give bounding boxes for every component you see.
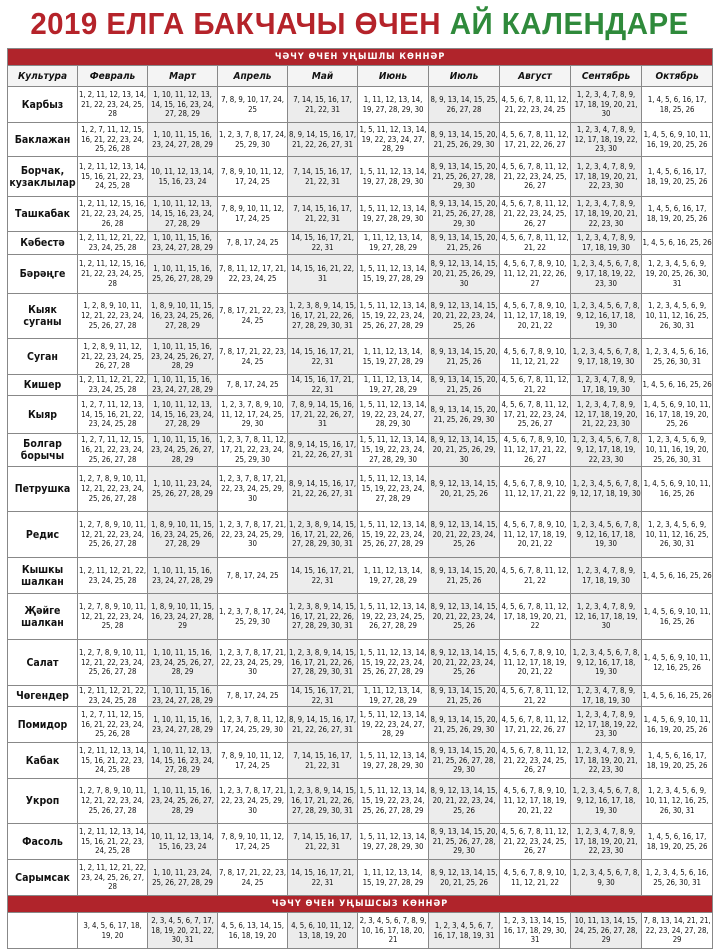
unfavorable-row	[8, 913, 713, 949]
day-list: 8, 9, 13, 14, 15, 20, 21, 25, 26, 27, 28, 29, 30	[429, 824, 500, 860]
day-list: 1, 2, 11, 12, 13, 14, 15, 16, 21, 22, 23, 24, 25, 28	[78, 157, 148, 197]
day-list: 1, 10, 11, 15, 16, 23, 24, 25, 26, 27, 28, 29	[148, 339, 218, 375]
day-list: 1, 2, 7, 11, 12, 15, 16, 21, 22, 23, 24, 25, 26, 27, 28	[78, 434, 148, 467]
day-list: 1, 2, 8, 9, 10, 11, 12, 21, 22, 23, 24, 25, 26, 27, 28	[78, 294, 148, 339]
day-list: 7, 8, 17, 21, 22, 23, 24, 25	[218, 339, 288, 375]
day-list: 1, 2, 7, 8, 9, 10, 11, 12, 21, 22, 23, 24, 25, 26, 27, 28	[78, 779, 148, 824]
day-list: 1, 8, 9, 10, 11, 15, 16, 23, 24, 27, 28, 29	[148, 594, 218, 640]
day-list: 8, 9, 13, 14, 15, 20, 21, 25, 26	[430, 686, 498, 705]
crop-name: Чөгендер	[8, 686, 78, 707]
day-list: 1, 2, 3, 4, 7, 8, 9, 17, 18, 19, 20, 21, 22, 23, 30	[571, 743, 642, 779]
day-list: 1, 2, 3, 7, 8, 17, 21, 22, 23, 24, 25, 29, 30	[218, 467, 288, 512]
day-list: 4, 5, 6, 7, 8, 11, 12, 21, 22	[500, 375, 571, 396]
day-list: 1, 10, 11, 15, 16, 23, 24, 25, 26, 27, 28, 29	[148, 640, 218, 686]
day-list: 3, 4, 5, 6, 17, 18, 19, 20	[78, 913, 148, 949]
day-list: 8, 9, 13, 14, 15, 20, 21, 25, 26, 29, 30	[429, 707, 500, 743]
day-list: 1, 5, 11, 12, 13, 14, 19, 22, 23, 24, 27, 28, 29, 30	[358, 396, 429, 434]
day-list: 1, 2, 3, 4, 5, 6, 9, 10, 11, 16, 19, 20, 25, 26, 30, 31	[642, 434, 713, 467]
day-list: 4, 5, 6, 7, 8, 9, 10, 11, 12, 17, 18, 19, 20, 21, 22	[500, 779, 571, 824]
day-list: 8, 9, 13, 14, 15, 20, 21, 25, 26	[429, 232, 500, 255]
table-row	[8, 87, 713, 123]
day-list: 1, 2, 3, 4, 5, 6, 7, 8, 9, 30	[571, 860, 642, 896]
day-list: 1, 2, 3, 4, 5, 6, 7, 8, 9, 12, 17, 18, 19, 22, 23, 30	[571, 434, 642, 467]
day-list: 1, 8, 9, 10, 11, 15, 16, 23, 24, 25, 26, 27, 28, 29	[148, 294, 218, 339]
day-list: 1, 2, 11, 12, 13, 14, 15, 16, 21, 22, 23, 24, 25, 28	[78, 743, 148, 779]
day-list: 1, 2, 7, 11, 12, 15, 16, 21, 22, 23, 24, 25, 26, 28	[78, 707, 148, 743]
day-list: 1, 2, 3, 8, 9, 14, 15, 16, 17, 21, 22, 26, 27, 28, 29, 30, 31	[288, 640, 358, 686]
day-list: 8, 9, 13, 14, 15, 20, 21, 25, 26	[429, 339, 500, 375]
day-list: 4, 5, 6, 7, 8, 11, 12, 17, 18, 19, 20, 21, 22	[500, 594, 571, 640]
table-row	[8, 779, 713, 824]
day-list: 8, 9, 13, 14, 15, 20, 21, 25, 26, 27, 28, 29, 30	[429, 157, 500, 197]
calendar-table-wrapper	[7, 48, 712, 949]
day-list: 8, 9, 12, 13, 14, 15, 20, 21, 22, 23, 24, 25, 26	[429, 640, 500, 686]
day-list: 8, 9, 14, 15, 16, 17, 21, 22, 26, 27, 31	[288, 123, 358, 157]
day-list: 8, 9, 12, 13, 14, 15, 20, 21, 22, 23, 24, 25, 26	[429, 779, 500, 824]
table-row	[8, 743, 713, 779]
day-list: 1, 5, 11, 12, 13, 14, 19, 22, 23, 24, 25, 26, 27, 28, 29	[358, 594, 429, 640]
day-list: 1, 2, 3, 4, 7, 8, 9, 17, 18, 19, 20, 21, 22, 23, 30	[571, 824, 642, 860]
day-list: 1, 5, 11, 12, 13, 14, 19, 27, 28, 29, 30	[358, 824, 429, 860]
day-list: 1, 2, 3, 4, 5, 6, 7, 8, 9, 12, 16, 17, 18, 19, 30	[571, 779, 642, 824]
day-list: 1, 2, 11, 12, 21, 22, 23, 24, 25, 26, 27, 28	[78, 860, 148, 896]
day-list: 2, 3, 4, 5, 6, 7, 17, 18, 19, 20, 21, 22, 30, 31	[148, 913, 218, 949]
day-list: 8, 9, 12, 13, 14, 15, 20, 21, 25, 26	[429, 860, 500, 896]
day-list: 1, 4, 5, 6, 9, 10, 11, 16, 25, 26	[642, 594, 713, 640]
title-part-1: 2019 ЕЛГА БАКЧАЧЫ ӨЧЕН	[30, 6, 442, 41]
day-list: 10, 11, 12, 13, 14, 15, 16, 23, 24	[148, 157, 218, 197]
day-list: 1, 4, 5, 6, 16, 17, 18, 19, 20, 25, 26	[642, 197, 713, 232]
day-list: 1, 11, 12, 13, 14, 19, 27, 28, 29, 30	[358, 87, 429, 123]
table-row	[8, 339, 713, 375]
day-list: 1, 2, 11, 12, 21, 22, 23, 24, 25, 28	[78, 558, 148, 594]
day-list: 7, 8, 17, 21, 22, 23, 24, 25	[218, 294, 288, 339]
day-list: 1, 11, 12, 13, 14, 19, 27, 28, 29	[358, 375, 429, 396]
crop-name: Болгар борычы	[8, 434, 78, 467]
day-list: 1, 10, 11, 12, 13, 14, 15, 16, 23, 24, 27, 28, 29	[148, 197, 218, 232]
table-row	[8, 123, 713, 157]
day-list: 4, 5, 6, 7, 8, 11, 12, 21, 22	[500, 686, 571, 707]
column-header: Апрель	[218, 66, 288, 87]
table-row	[8, 396, 713, 434]
day-list: 8, 9, 13, 14, 15, 20, 21, 25, 26	[430, 375, 498, 394]
crop-name: Баклажан	[8, 123, 78, 157]
crop-name: Петрушка	[8, 467, 78, 512]
day-list: 4, 5, 6, 13, 14, 15, 16, 18, 19, 20	[218, 913, 288, 949]
day-list: 8, 9, 13, 14, 15, 20, 21, 25, 26, 27, 28, 29, 30	[429, 743, 500, 779]
column-header: Культура	[8, 66, 78, 87]
day-list: 7, 14, 15, 16, 17, 21, 22, 31	[288, 157, 358, 197]
day-list: 1, 2, 7, 8, 9, 10, 11, 12, 21, 22, 23, 24, 25, 26, 27, 28	[78, 512, 148, 558]
day-list: 1, 10, 11, 15, 16, 23, 24, 27, 28, 29	[148, 375, 218, 396]
unfavorable-banner: ЧӘЧҮ ӨЧЕН УҢЫШСЫЗ КӨННӘР	[8, 896, 713, 913]
day-list: 7, 8, 17, 21, 22, 23, 24, 25	[218, 860, 288, 896]
day-list: 1, 2, 3, 8, 9, 14, 15, 16, 17, 21, 22, 26, 27, 28, 29, 30, 31	[288, 512, 358, 558]
day-list: 1, 2, 3, 4, 5, 6, 7, 8, 9, 17, 18, 19, 22, 23, 30	[571, 255, 642, 294]
header-row	[8, 66, 713, 87]
day-list: 10, 11, 13, 14, 15, 24, 25, 26, 27, 28, 29	[571, 913, 642, 949]
day-list: 10, 11, 12, 13, 14, 15, 16, 23, 24	[148, 824, 218, 860]
day-list: 1, 11, 12, 13, 14, 19, 27, 28, 29	[358, 558, 429, 594]
day-list: 1, 10, 11, 23, 24, 25, 26, 27, 28, 29	[148, 860, 218, 896]
day-list: 7, 8, 17, 24, 25	[218, 375, 288, 396]
day-list: 1, 2, 3, 4, 5, 6, 16, 25, 26, 30, 31	[642, 339, 713, 375]
day-list: 1, 5, 11, 12, 13, 14, 19, 27, 28, 29, 30	[358, 157, 429, 197]
day-list: 1, 4, 5, 6, 16, 25, 26	[642, 375, 713, 396]
day-list: 14, 15, 16, 17, 21, 22, 31	[288, 558, 358, 594]
day-list: 1, 2, 11, 12, 21, 22, 23, 24, 25, 28	[78, 375, 147, 394]
crop-name: Кышкы шалкан	[8, 558, 78, 594]
day-list: 1, 4, 5, 6, 16, 17, 18, 19, 20, 25, 26	[642, 743, 713, 779]
day-list: 1, 10, 11, 12, 13, 14, 15, 16, 23, 24, 27, 28, 29	[148, 87, 218, 123]
day-list: 1, 2, 3, 4, 5, 6, 7, 8, 9, 12, 16, 17, 18, 19, 30	[571, 512, 642, 558]
day-list: 1, 4, 5, 6, 9, 10, 11, 16, 19, 20, 25, 26	[642, 123, 713, 157]
column-header: Сентябрь	[571, 66, 642, 87]
table-row	[8, 375, 713, 396]
day-list: 1, 5, 11, 12, 13, 14, 19, 22, 23, 24, 27, 28, 29	[358, 123, 429, 157]
day-list: 1, 2, 3, 7, 8, 17, 21, 22, 23, 24, 25, 29, 30	[218, 640, 288, 686]
day-list: 1, 2, 7, 11, 12, 13, 14, 15, 16, 21, 22, 23, 24, 25, 28	[78, 396, 148, 434]
crop-name: Укроп	[8, 779, 78, 824]
day-list: 1, 4, 5, 6, 16, 17, 18, 19, 20, 25, 26	[642, 824, 713, 860]
day-list: 8, 9, 12, 13, 14, 15, 20, 21, 25, 26, 29, 30	[429, 434, 500, 467]
day-list: 4, 5, 6, 7, 8, 9, 10, 11, 12, 21, 22	[500, 860, 571, 896]
day-list: 7, 8, 13, 14, 21, 21, 22, 23, 24, 27, 28, 29	[642, 913, 713, 949]
day-list: 1, 2, 3, 4, 7, 8, 9, 17, 18, 19, 30	[571, 686, 642, 707]
table-row	[8, 512, 713, 558]
day-list: 8, 9, 14, 15, 16, 17, 21, 22, 26, 27, 31	[288, 467, 358, 512]
day-list: 1, 10, 11, 15, 16, 23, 24, 25, 26, 27, 28, 29	[148, 434, 218, 467]
page-title	[31, 0, 689, 48]
table-row	[8, 434, 713, 467]
day-list: 1, 2, 11, 12, 15, 16, 21, 22, 23, 24, 25, 28	[78, 255, 148, 294]
day-list: 1, 2, 11, 12, 13, 14, 21, 22, 23, 24, 25, 28	[78, 87, 148, 123]
day-list: 2, 3, 4, 5, 6, 7, 8, 9, 10, 16, 17, 18, 20, 21	[358, 913, 429, 949]
crop-name: Помидор	[8, 707, 78, 743]
day-list: 4, 5, 6, 7, 8, 9, 10, 11, 12, 17, 21, 22	[500, 467, 571, 512]
table-row	[8, 594, 713, 640]
day-list: 1, 2, 3, 4, 5, 6, 7, 8, 9, 12, 17, 18, 19, 30	[571, 467, 642, 512]
day-list: 1, 2, 3, 4, 5, 6, 9, 10, 11, 12, 16, 25, 26, 30, 31	[642, 294, 713, 339]
day-list: 1, 2, 3, 4, 7, 8, 9, 12, 16, 17, 18, 19, 30	[571, 594, 642, 640]
day-list: 8, 9, 12, 13, 14, 15, 20, 21, 25, 26, 29, 30	[429, 255, 500, 294]
day-list: 1, 2, 3, 4, 7, 8, 9, 12, 17, 18, 19, 20, 21, 22, 23, 30	[571, 396, 642, 434]
day-list: 1, 2, 3, 4, 7, 8, 9, 17, 18, 19, 20, 21, 22, 23, 30	[571, 157, 642, 197]
day-list: 1, 2, 3, 7, 8, 17, 21, 22, 23, 24, 25, 29, 30	[218, 779, 288, 824]
day-list: 1, 5, 11, 12, 13, 14, 15, 19, 22, 23, 24, 25, 26, 27, 28, 29	[358, 640, 429, 686]
day-list: 4, 5, 6, 7, 8, 9, 10, 11, 12, 21, 22, 26, 27	[500, 255, 571, 294]
day-list: 4, 5, 6, 7, 8, 11, 12, 21, 22, 23, 24, 25	[500, 87, 571, 123]
day-list: 8, 9, 13, 14, 15, 20, 21, 25, 26, 27, 28, 29, 30	[429, 197, 500, 232]
day-list: 4, 5, 6, 7, 8, 11, 12, 21, 22	[500, 558, 571, 594]
day-list: 1, 5, 11, 12, 13, 14, 15, 19, 22, 23, 24, 25, 26, 27, 28, 29	[358, 779, 429, 824]
crop-name: Сарымсак	[8, 860, 78, 896]
day-list: 1, 2, 3, 4, 7, 8, 9, 17, 18, 19, 20, 21, 30	[571, 87, 642, 123]
day-list: 1, 2, 3, 4, 5, 6, 7, 8, 9, 12, 16, 17, 18, 19, 30	[571, 294, 642, 339]
day-list: 1, 2, 3, 8, 9, 14, 15, 16, 17, 21, 22, 26, 27, 28, 29, 30, 31	[288, 594, 358, 640]
day-list: 8, 9, 12, 13, 14, 15, 20, 21, 25, 26	[429, 467, 500, 512]
day-list: 14, 15, 16, 17, 21, 22, 31	[288, 232, 358, 255]
day-list: 1, 2, 3, 8, 9, 14, 15, 16, 17, 21, 22, 26, 27, 28, 29, 30, 31	[288, 779, 358, 824]
table-row	[8, 686, 713, 707]
day-list: 7, 8, 9, 10, 11, 12, 17, 24, 25	[218, 824, 288, 860]
day-list: 4, 5, 6, 7, 8, 9, 10, 11, 12, 17, 18, 19, 20, 21, 22	[500, 640, 571, 686]
day-list: 1, 2, 3, 7, 8, 11, 12, 17, 24, 25, 29, 30	[218, 707, 288, 743]
day-list: 1, 5, 11, 12, 13, 14, 15, 19, 22, 23, 24, 25, 26, 27, 28, 29	[358, 512, 429, 558]
column-header: Март	[148, 66, 218, 87]
day-list: 1, 2, 3, 7, 8, 17, 24, 25, 29, 30	[218, 123, 288, 157]
crop-name: Кыяр	[8, 396, 78, 434]
crop-name: Җәйге шалкан	[8, 594, 78, 640]
table-row	[8, 558, 713, 594]
day-list: 7, 8, 17, 24, 25	[218, 686, 288, 707]
day-list: 1, 2, 3, 4, 7, 8, 9, 17, 18, 19, 20, 21, 22, 23, 30	[571, 197, 642, 232]
day-list: 8, 9, 13, 14, 15, 20, 21, 25, 26	[429, 558, 500, 594]
day-list: 1, 5, 11, 12, 13, 14, 19, 27, 28, 29, 30	[358, 197, 429, 232]
day-list: 1, 2, 3, 4, 5, 6, 7, 8, 9, 17, 18, 19, 30	[571, 339, 642, 375]
day-list: 1, 2, 8, 9, 11, 12, 21, 22, 23, 24, 25, 26, 27, 28	[78, 339, 148, 375]
day-list: 1, 10, 11, 12, 13, 14, 15, 16, 23, 24, 27, 28, 29	[148, 743, 218, 779]
crop-name: Салат	[8, 640, 78, 686]
day-list: 4, 5, 6, 10, 11, 12, 13, 18, 19, 20	[288, 913, 358, 949]
day-list: 14, 15, 16, 17, 21, 22, 31	[288, 860, 358, 896]
day-list: 1, 2, 3, 4, 5, 6, 9, 10, 11, 12, 16, 25, 26, 30, 31	[642, 512, 713, 558]
table-row	[8, 255, 713, 294]
day-list: 7, 8, 17, 24, 25	[218, 232, 288, 255]
day-list: 1, 2, 3, 4, 7, 8, 9, 12, 17, 18, 19, 22, 23, 30	[571, 123, 642, 157]
day-list: 8, 9, 13, 14, 15, 20, 21, 25, 26, 29, 30	[429, 123, 500, 157]
day-list: 8, 9, 14, 15, 16, 17, 21, 22, 26, 27, 31	[288, 434, 358, 467]
table-row	[8, 294, 713, 339]
day-list: 4, 5, 6, 7, 8, 11, 12, 21, 22, 23, 24, 25, 26, 27	[500, 197, 571, 232]
day-list: 7, 8, 9, 10, 11, 12, 17, 24, 25	[218, 197, 288, 232]
day-list: 1, 2, 3, 4, 7, 8, 9, 17, 18, 19, 30	[571, 558, 642, 594]
day-list: 1, 11, 12, 13, 14, 15, 19, 27, 28, 29	[358, 860, 429, 896]
day-list: 1, 2, 11, 12, 21, 22, 23, 24, 25, 28	[78, 686, 147, 705]
day-list: 1, 2, 7, 11, 12, 15, 16, 21, 22, 23, 24, 25, 26, 28	[78, 123, 148, 157]
favorable-banner-row	[8, 49, 713, 66]
day-list: 7, 14, 15, 16, 17, 21, 22, 31	[288, 743, 358, 779]
day-list: 1, 10, 11, 12, 13, 14, 15, 16, 23, 24, 27, 28, 29	[148, 396, 218, 434]
day-list: 1, 2, 3, 4, 5, 6, 7, 8, 9, 12, 16, 17, 18, 19, 30	[571, 640, 642, 686]
day-list: 1, 2, 3, 7, 8, 17, 24, 25, 29, 30	[218, 594, 288, 640]
day-list: 1, 2, 3, 13, 14, 15, 16, 17, 18, 29, 30, 31	[500, 913, 571, 949]
day-list: 1, 10, 11, 15, 16, 23, 24, 25, 26, 27, 28, 29	[148, 779, 218, 824]
day-list: 7, 14, 15, 16, 17, 21, 22, 31	[288, 824, 358, 860]
day-list: 1, 10, 11, 15, 16, 25, 26, 27, 28, 29	[148, 255, 218, 294]
day-list: 1, 4, 5, 6, 16, 25, 26	[642, 558, 713, 594]
day-list: 1, 2, 3, 7, 8, 17, 21, 22, 23, 24, 25, 29, 30	[218, 512, 288, 558]
day-list: 7, 8, 9, 10, 11, 12, 17, 24, 25	[218, 743, 288, 779]
day-list: 4, 5, 6, 7, 8, 9, 10, 11, 12, 21, 22	[500, 339, 571, 375]
day-list: 1, 2, 7, 8, 9, 10, 11, 12, 21, 22, 23, 24, 25, 26, 27, 28	[78, 640, 148, 686]
column-header: Февраль	[78, 66, 148, 87]
column-header: Май	[288, 66, 358, 87]
column-header: Август	[500, 66, 571, 87]
day-list: 7, 14, 15, 16, 17, 21, 22, 31	[288, 87, 358, 123]
table-row	[8, 467, 713, 512]
day-list: 1, 5, 11, 12, 13, 14, 19, 27, 28, 29, 30	[358, 743, 429, 779]
day-list: 1, 5, 11, 12, 13, 14, 15, 19, 22, 23, 24, 27, 28, 29	[358, 467, 429, 512]
day-list: 1, 2, 3, 7, 8, 9, 10, 11, 12, 17, 24, 25, 29, 30	[218, 396, 288, 434]
day-list: 8, 9, 12, 13, 14, 15, 20, 21, 22, 23, 24, 25, 26	[429, 512, 500, 558]
day-list: 4, 5, 6, 7, 8, 11, 12, 21, 22, 23, 24, 25, 26, 27	[500, 824, 571, 860]
day-list: 14, 15, 16, 17, 21, 22, 31	[288, 375, 358, 396]
day-list: 1, 2, 11, 12, 21, 22, 23, 24, 25, 28	[78, 232, 148, 255]
crop-name: Фасоль	[8, 824, 78, 860]
day-list: 4, 5, 6, 7, 8, 11, 12, 17, 21, 22, 26, 27	[500, 123, 571, 157]
day-list: 1, 2, 11, 12, 15, 16, 21, 22, 23, 24, 25, 26, 28	[78, 197, 148, 232]
crop-name: Кәбестә	[8, 232, 78, 255]
day-list: 1, 2, 7, 8, 9, 10, 11, 12, 21, 22, 23, 24, 25, 28	[78, 594, 148, 640]
day-list: 1, 10, 11, 23, 24, 25, 26, 27, 28, 29	[148, 467, 218, 512]
crop-name: Редис	[8, 512, 78, 558]
crop-name: Борчак, кузаклылар	[8, 157, 78, 197]
column-header: Июль	[429, 66, 500, 87]
day-list: 1, 2, 3, 8, 9, 14, 15, 16, 17, 21, 22, 26, 27, 28, 29, 30, 31	[288, 294, 358, 339]
crop-name: Карбыз	[8, 87, 78, 123]
day-list: 1, 2, 3, 4, 5, 6, 9, 19, 20, 25, 26, 30, 31	[642, 255, 713, 294]
day-list: 1, 2, 3, 4, 7, 8, 9, 17, 18, 19, 30	[571, 375, 642, 396]
day-list: 7, 8, 9, 10, 11, 12, 17, 24, 25	[218, 157, 288, 197]
crop-name: Бәрәңге	[8, 255, 78, 294]
day-list: 4, 5, 6, 7, 8, 9, 10, 11, 12, 17, 21, 22, 26, 27	[500, 434, 571, 467]
day-list: 4, 5, 6, 7, 8, 11, 12, 21, 22	[500, 232, 571, 255]
page-header	[0, 0, 720, 48]
day-list: 1, 2, 3, 7, 8, 11, 12, 17, 21, 22, 23, 24, 25, 29, 30	[218, 434, 288, 467]
day-list: 1, 2, 3, 4, 5, 6, 7, 16, 17, 18, 19, 31	[429, 913, 500, 949]
day-list: 1, 5, 11, 12, 13, 14, 19, 22, 23, 24, 27, 28, 29	[358, 707, 429, 743]
day-list: 4, 5, 6, 7, 8, 11, 12, 21, 22, 23, 24, 25, 26, 27	[500, 157, 571, 197]
day-list: 1, 10, 11, 15, 16, 23, 24, 27, 28, 29	[148, 707, 218, 743]
crop-name: Кишер	[8, 375, 78, 396]
day-list: 1, 11, 12, 13, 14, 19, 27, 28, 29	[358, 686, 429, 707]
table-row	[8, 197, 713, 232]
day-list: 4, 5, 6, 7, 8, 11, 12, 21, 22, 23, 24, 25, 26, 27	[500, 743, 571, 779]
day-list: 1, 4, 5, 6, 9, 10, 11, 16, 17, 18, 19, 20, 25, 26	[642, 396, 713, 434]
title-part-2: АЙ КАЛЕНДАРЕ	[450, 6, 690, 41]
day-list: 1, 2, 3, 4, 7, 8, 9, 12, 17, 18, 19, 22, 23, 30	[571, 707, 642, 743]
day-list: 1, 2, 3, 4, 5, 6, 9, 10, 11, 12, 16, 25, 26, 30, 31	[642, 779, 713, 824]
day-list: 8, 9, 13, 14, 15, 25, 26, 27, 28	[429, 87, 500, 123]
day-list: 8, 9, 14, 15, 16, 17, 21, 22, 26, 27, 31	[288, 707, 358, 743]
table-row	[8, 232, 713, 255]
table-row	[8, 157, 713, 197]
day-list: 1, 10, 11, 15, 16, 23, 24, 27, 28, 29	[148, 123, 218, 157]
day-list: 14, 15, 16, 17, 21, 22, 31	[288, 339, 358, 375]
day-list: 1, 11, 12, 13, 14, 19, 27, 28, 29	[358, 232, 429, 255]
column-header: Июнь	[358, 66, 429, 87]
day-list: 8, 9, 13, 14, 15, 20, 21, 25, 26, 29, 30	[429, 396, 500, 434]
crop-name: Ташкабак	[8, 197, 78, 232]
day-list: 7, 14, 15, 16, 17, 21, 22, 31	[288, 197, 358, 232]
day-list: 1, 4, 5, 6, 16, 25, 26	[642, 232, 713, 255]
day-list: 7, 8, 17, 24, 25	[218, 558, 288, 594]
day-list: 8, 9, 12, 13, 14, 15, 20, 21, 22, 23, 24, 25, 26	[429, 294, 500, 339]
day-list: 4, 5, 6, 7, 8, 11, 12, 17, 21, 22, 23, 24, 25, 26, 27	[500, 396, 571, 434]
day-list: 1, 5, 11, 12, 13, 14, 15, 19, 22, 23, 24, 27, 28, 29, 30	[358, 434, 429, 467]
day-list: 1, 5, 11, 12, 13, 14, 15, 19, 27, 28, 29	[358, 255, 429, 294]
favorable-banner: ЧӘЧҮ ӨЧЕН УҢЫШЛЫ КӨННӘР	[8, 49, 713, 66]
day-list: 1, 4, 5, 6, 9, 10, 11, 16, 19, 20, 25, 26	[642, 707, 713, 743]
day-list: 1, 4, 5, 6, 16, 25, 26	[642, 686, 713, 707]
day-list: 14, 15, 16, 21, 22, 31	[288, 255, 358, 294]
day-list: 7, 8, 9, 10, 17, 24, 25	[218, 87, 288, 123]
day-list: 1, 4, 5, 6, 9, 10, 11, 12, 16, 25, 26	[642, 640, 713, 686]
day-list: 1, 10, 11, 15, 16, 23, 24, 27, 28, 29	[148, 686, 218, 707]
day-list: 1, 11, 12, 13, 14, 15, 19, 27, 28, 29	[358, 339, 429, 375]
crop-name: Суган	[8, 339, 78, 375]
table-row	[8, 824, 713, 860]
day-list: 1, 2, 7, 8, 9, 10, 11, 12, 21, 22, 23, 24, 25, 26, 27, 28	[78, 467, 148, 512]
crop-name: Кабак	[8, 743, 78, 779]
day-list: 1, 5, 11, 12, 13, 14, 15, 19, 22, 23, 24, 25, 26, 27, 28, 29	[358, 294, 429, 339]
day-list: 1, 10, 11, 15, 16, 23, 24, 27, 28, 29	[148, 232, 218, 255]
day-list: 7, 8, 11, 12, 17, 21, 22, 23, 24, 25	[218, 255, 288, 294]
day-list: 4, 5, 6, 7, 8, 11, 12, 17, 21, 22, 26, 27	[500, 707, 571, 743]
crop-name: Кыяк суганы	[8, 294, 78, 339]
day-list: 1, 2, 11, 12, 13, 14, 15, 16, 21, 22, 23, 24, 25, 28	[78, 824, 148, 860]
calendar-table	[7, 48, 713, 949]
day-list: 8, 9, 12, 13, 14, 15, 20, 21, 22, 23, 24, 25, 26	[429, 594, 500, 640]
day-list: 4, 5, 6, 7, 8, 9, 10, 11, 12, 17, 18, 19, 20, 21, 22	[500, 294, 571, 339]
day-list: 1, 4, 5, 6, 9, 10, 11, 16, 25, 26	[642, 467, 713, 512]
table-row	[8, 860, 713, 896]
day-list: 1, 4, 5, 6, 16, 17, 18, 25, 26	[642, 87, 713, 123]
unfavorable-banner-row	[8, 896, 713, 913]
day-list: 1, 2, 3, 4, 5, 6, 16, 25, 26, 30, 31	[642, 860, 713, 896]
day-list: 1, 10, 11, 15, 16, 23, 24, 27, 28, 29	[148, 558, 218, 594]
day-list: 4, 5, 6, 7, 8, 9, 10, 11, 12, 17, 18, 19, 20, 21, 22	[500, 512, 571, 558]
table-row	[8, 707, 713, 743]
day-list: 1, 8, 9, 10, 11, 15, 16, 23, 24, 25, 26, 27, 28, 29	[148, 512, 218, 558]
table-row	[8, 640, 713, 686]
day-list: 1, 4, 5, 6, 16, 17, 18, 19, 20, 25, 26	[642, 157, 713, 197]
day-list: 1, 2, 3, 4, 7, 8, 9, 17, 18, 19, 30	[571, 232, 642, 255]
day-list: 14, 15, 16, 17, 21, 22, 31	[288, 686, 358, 707]
column-header: Октябрь	[642, 66, 713, 87]
day-list: 7, 8, 9, 14, 15, 16, 17, 21, 22, 26, 27, 31	[288, 396, 358, 434]
crop-name-empty	[8, 913, 78, 949]
